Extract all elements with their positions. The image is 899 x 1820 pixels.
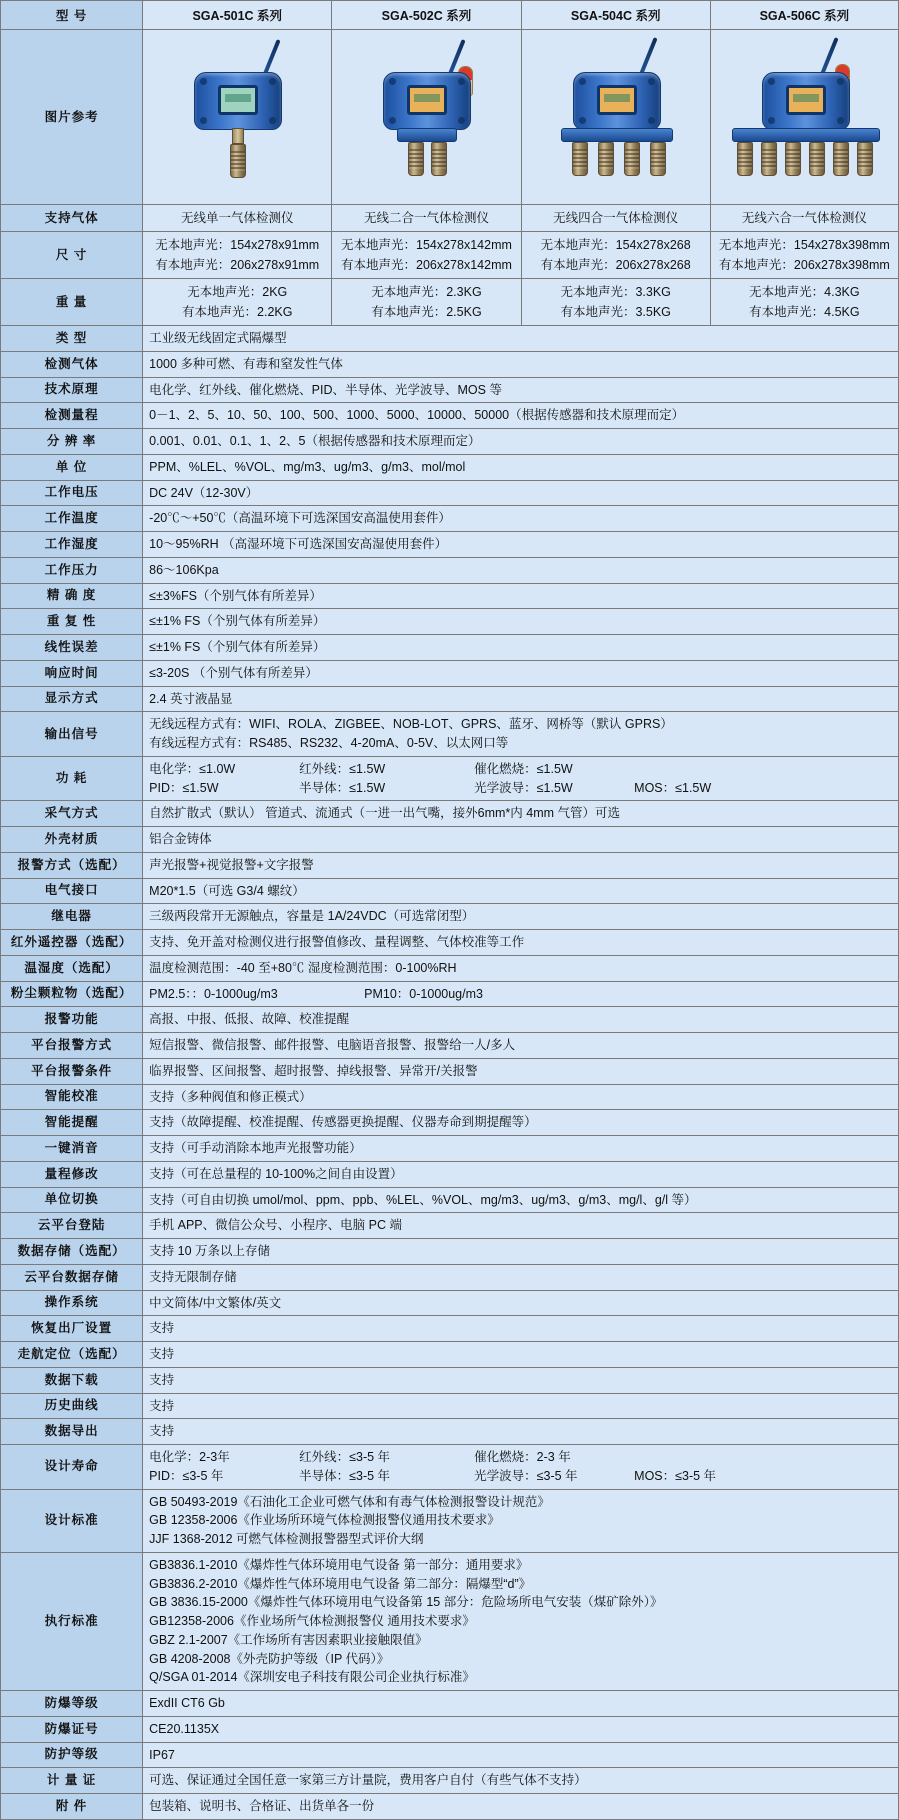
- spec-label: 温湿度（选配）: [1, 955, 143, 981]
- table-row-spec: [1, 1110, 899, 1136]
- spec-label: 线性误差: [1, 635, 143, 661]
- power-value: [143, 756, 899, 801]
- exec-standard-value: GB3836.1-2010《爆炸性气体环境用电气设备 第一部分：通用要求》 GB3836.2-2010《爆炸性气体环境用电气设备 第二部分：隔爆型“d”》 GB 3836.15-2000《爆炸性气体环境用电气设备第 15 部分：危险场所电气安装（煤矿除外）》 GB12358-2006《作业场所气体检测报警仪 通用技术要求》 GBZ 2.1-2007《工作场所有害因素职业接触限值》 GB 4208-2008《外壳防护等级（IP 代码）》 Q/SGA 01-2014《深圳安电子科技有限公司企业执行标准》: [143, 1552, 899, 1690]
- table-row-weight: [1, 279, 899, 326]
- table-row-spec: [1, 827, 899, 853]
- table-row-spec: [1, 1419, 899, 1445]
- spec-label: 防爆等级: [1, 1691, 143, 1717]
- spec-label: 走航定位（选配）: [1, 1342, 143, 1368]
- lifespan-value: [143, 1445, 899, 1490]
- spec-label: 防护等级: [1, 1742, 143, 1768]
- spec-value: 包装箱、说明书、合格证、出货单各一份: [143, 1794, 899, 1820]
- spec-label: 报警功能: [1, 1007, 143, 1033]
- detector-body: [573, 72, 661, 130]
- spec-label: 数据存储（选配）: [1, 1239, 143, 1265]
- table-row-spec: [1, 1007, 899, 1033]
- model-506c: SGA-506C 系列: [710, 1, 898, 30]
- design-standard-label: 设计标准: [1, 1489, 143, 1552]
- spec-label: 操作系统: [1, 1290, 143, 1316]
- size-506c: 无本地声光：154x278x398mm 有本地声光：206x278x398mm: [710, 232, 898, 279]
- table-row-spec: [1, 878, 899, 904]
- spec-value: 电化学、红外线、催化燃烧、PID、半导体、光学波导、MOS 等: [143, 377, 899, 403]
- product-image-506c: [710, 30, 898, 205]
- spec-value: 2.4 英寸液晶显: [143, 686, 899, 712]
- spec-value: 支持（故障提醒、校准提醒、传感器更换提醒、仪器寿命到期提醒等）: [143, 1110, 899, 1136]
- spec-value: ≤±3%FS（个别气体有所差异）: [143, 583, 899, 609]
- table-row-spec: [1, 1033, 899, 1059]
- table-row-spec: [1, 609, 899, 635]
- dust-label: 粉尘颗粒物（选配）: [1, 981, 143, 1007]
- table-row-spec: [1, 1367, 899, 1393]
- table-row-spec: [1, 1342, 899, 1368]
- spec-value: 支持（可自由切换 umol/mol、ppm、ppb、%LEL、%VOL、mg/m3、ug/m3、g/m3、mg/l、g/l 等）: [143, 1187, 899, 1213]
- spec-label: 智能提醒: [1, 1110, 143, 1136]
- table-row-spec: [1, 1742, 899, 1768]
- sensor-probe: [230, 144, 246, 178]
- spec-value: 三级两段常开无源触点，容量是 1A/24VDC（可选常闭型）: [143, 904, 899, 930]
- table-row-output-signal: [1, 712, 899, 757]
- model-502c: SGA-502C 系列: [332, 1, 521, 30]
- gas-detector-illustration-6: [713, 32, 899, 202]
- model-504c: SGA-504C 系列: [521, 1, 710, 30]
- weight-504c: 无本地声光：3.3KG 有本地声光：3.5KG: [521, 279, 710, 326]
- detector-body: [383, 72, 471, 130]
- table-row-spec: [1, 1136, 899, 1162]
- spec-label: 电气接口: [1, 878, 143, 904]
- spec-value: 温度检测范围：-40 至+80℃ 湿度检测范围：0-100%RH: [143, 955, 899, 981]
- table-row-exec-standard: [1, 1552, 899, 1690]
- table-row-spec: [1, 955, 899, 981]
- table-row-spec: [1, 532, 899, 558]
- power-line-1: 电化学：≤1.0W 红外线：≤1.5W 催化燃烧：≤1.5W: [149, 761, 573, 776]
- dust-value: [143, 981, 899, 1007]
- sensor-probe: [650, 142, 666, 176]
- table-row-spec: [1, 930, 899, 956]
- spec-label: 红外遥控器（选配）: [1, 930, 143, 956]
- table-row-spec: [1, 1213, 899, 1239]
- weight-501c: 无本地声光：2KG 有本地声光：2.2KG: [143, 279, 332, 326]
- spec-label: 恢复出厂设置: [1, 1316, 143, 1342]
- spec-value: 支持: [143, 1419, 899, 1445]
- spec-value: 支持 10 万条以上存储: [143, 1239, 899, 1265]
- output-signal-wireless: 无线远程方式有：WIFI、ROLA、ZIGBEE、NOB-LOT、GPRS、蓝牙、网桥等（默认 GPRS）: [149, 717, 673, 732]
- power-label: 功 耗: [1, 756, 143, 801]
- spec-label: 精 确 度: [1, 583, 143, 609]
- spec-label: 数据下载: [1, 1367, 143, 1393]
- spec-value: 高报、中报、低报、故障、校准提醒: [143, 1007, 899, 1033]
- spec-value: 支持: [143, 1367, 899, 1393]
- table-row-spec: [1, 377, 899, 403]
- spec-value: 0－1、2、5、10、50、100、500、1000、5000、10000、50000（根据传感器和技术原理而定）: [143, 403, 899, 429]
- table-row-spec: [1, 1691, 899, 1717]
- table-row-design-standard: [1, 1489, 899, 1552]
- detector-body: [762, 72, 850, 130]
- detector-body: [194, 72, 282, 130]
- table-row-model: [1, 1, 899, 30]
- spec-label: 技术原理: [1, 377, 143, 403]
- spec-value: ExdII CT6 Gb: [143, 1691, 899, 1717]
- spec-label: 计 量 证: [1, 1768, 143, 1794]
- table-row-spec: [1, 403, 899, 429]
- sensor-probe: [785, 142, 801, 176]
- gas-detector-illustration-1: [145, 32, 331, 202]
- table-row-spec: [1, 1264, 899, 1290]
- table-row-spec: [1, 1290, 899, 1316]
- spec-value: M20*1.5（可选 G3/4 螺纹）: [143, 878, 899, 904]
- spec-label: 量程修改: [1, 1161, 143, 1187]
- product-image-501c: [143, 30, 332, 205]
- size-504c: 无本地声光：154x278x268 有本地声光：206x278x268: [521, 232, 710, 279]
- spec-label: 平台报警方式: [1, 1033, 143, 1059]
- spec-value: 手机 APP、微信公众号、小程序、电脑 PC 端: [143, 1213, 899, 1239]
- spec-value: 支持: [143, 1393, 899, 1419]
- spec-value: 支持（多种阀值和修正模式）: [143, 1084, 899, 1110]
- spec-value: -20℃～+50℃（高温环境下可选深国安高温使用套件）: [143, 506, 899, 532]
- support-gas-label: 支持气体: [1, 205, 143, 232]
- table-row-spec: [1, 1316, 899, 1342]
- spec-label: 检测气体: [1, 351, 143, 377]
- spec-label: 单 位: [1, 454, 143, 480]
- sensor-probe: [737, 142, 753, 176]
- spec-value: CE20.1135X: [143, 1716, 899, 1742]
- table-row-lifespan: [1, 1445, 899, 1490]
- spec-label: 平台报警条件: [1, 1058, 143, 1084]
- table-row-spec: [1, 1084, 899, 1110]
- support-gas-502c: 无线二合一气体检测仪: [332, 205, 521, 232]
- sensor-probe: [857, 142, 873, 176]
- dust-pm25: PM2.5：：0-1000ug/m3: [149, 986, 278, 1001]
- exec-standard-label: 执行标准: [1, 1552, 143, 1690]
- dust-pm10: PM10：0-1000ug/m3: [364, 986, 483, 1001]
- model-label: 型 号: [1, 1, 143, 30]
- spec-value: ≤±1% FS（个别气体有所差异）: [143, 635, 899, 661]
- sensor-probe: [761, 142, 777, 176]
- table-row-image: [1, 30, 899, 205]
- spec-value: 临界报警、区间报警、超时报警、掉线报警、异常开/关报警: [143, 1058, 899, 1084]
- size-501c: 无本地声光：154x278x91mm 有本地声光：206x278x91mm: [143, 232, 332, 279]
- spec-value: 短信报警、微信报警、邮件报警、电脑语音报警、报警给一人/多人: [143, 1033, 899, 1059]
- table-row-spec: [1, 686, 899, 712]
- sensor-probe: [598, 142, 614, 176]
- table-row-spec: [1, 480, 899, 506]
- table-row-spec: [1, 557, 899, 583]
- spec-label: 外壳材质: [1, 827, 143, 853]
- table-row-spec: [1, 852, 899, 878]
- spec-label: 采气方式: [1, 801, 143, 827]
- table-row-spec: [1, 801, 899, 827]
- lifespan-label: 设计寿命: [1, 1445, 143, 1490]
- spec-value: 1000 多种可燃、有毒和窒发性气体: [143, 351, 899, 377]
- table-row-spec: [1, 506, 899, 532]
- spec-value: 支持: [143, 1342, 899, 1368]
- sensor-probe: [833, 142, 849, 176]
- table-row-dust: [1, 981, 899, 1007]
- table-row-spec: [1, 1768, 899, 1794]
- sensor-probe: [572, 142, 588, 176]
- sensor-probe: [431, 142, 447, 176]
- spec-value: 86～106Kpa: [143, 557, 899, 583]
- spec-value: 支持、免开盖对检测仪进行报警值修改、量程调整、气体校准等工作: [143, 930, 899, 956]
- table-row-spec: [1, 1716, 899, 1742]
- spec-label: 显示方式: [1, 686, 143, 712]
- spec-label: 响应时间: [1, 660, 143, 686]
- spec-label: 工作压力: [1, 557, 143, 583]
- spec-label: 智能校准: [1, 1084, 143, 1110]
- display-screen: [407, 85, 447, 115]
- spec-label: 重 复 性: [1, 609, 143, 635]
- product-image-502c: [332, 30, 521, 205]
- support-gas-504c: 无线四合一气体检测仪: [521, 205, 710, 232]
- spec-value: DC 24V（12-30V）: [143, 480, 899, 506]
- lifespan-line-2: PID：≤3-5 年 半导体：≤3-5 年 光学波导：≤3-5 年 MOS：≤3-5 年: [149, 1468, 717, 1483]
- display-screen: [597, 85, 637, 115]
- support-gas-506c: 无线六合一气体检测仪: [710, 205, 898, 232]
- manifold: [732, 128, 880, 142]
- spec-value: IP67: [143, 1742, 899, 1768]
- spec-label: 工作电压: [1, 480, 143, 506]
- spec-label: 继电器: [1, 904, 143, 930]
- spec-value: 可选、保证通过全国任意一家第三方计量院，费用客户自付（有些气体不支持）: [143, 1768, 899, 1794]
- sensor-probe: [408, 142, 424, 176]
- spec-value: 10～95%RH （高湿环境下可选深国安高湿使用套件）: [143, 532, 899, 558]
- spec-value: 支持（可在总量程的 10-100%之间自由设置）: [143, 1161, 899, 1187]
- manifold: [397, 128, 457, 142]
- spec-label: 防爆证号: [1, 1716, 143, 1742]
- table-row-spec: [1, 1187, 899, 1213]
- table-row-spec: [1, 429, 899, 455]
- table-row-support-gas: [1, 205, 899, 232]
- spec-value: 支持: [143, 1316, 899, 1342]
- spec-value: ≤3-20S （个别气体有所差异）: [143, 660, 899, 686]
- spec-value: 声光报警+视觉报警+文字报警: [143, 852, 899, 878]
- spec-label: 工作湿度: [1, 532, 143, 558]
- table-row-spec: [1, 904, 899, 930]
- sensor-probe: [624, 142, 640, 176]
- spec-value: 支持（可手动消除本地声光报警功能）: [143, 1136, 899, 1162]
- spec-value: 铝合金铸体: [143, 827, 899, 853]
- gas-detector-illustration-2: [334, 32, 520, 202]
- spec-value: 支持无限制存储: [143, 1264, 899, 1290]
- table-row-spec: [1, 660, 899, 686]
- weight-502c: 无本地声光：2.3KG 有本地声光：2.5KG: [332, 279, 521, 326]
- spec-value: 工业级无线固定式隔爆型: [143, 326, 899, 352]
- manifold: [561, 128, 673, 142]
- spec-label: 类 型: [1, 326, 143, 352]
- weight-506c: 无本地声光：4.3KG 有本地声光：4.5KG: [710, 279, 898, 326]
- support-gas-501c: 无线单一气体检测仪: [143, 205, 332, 232]
- output-signal-wired: 有线远程方式有：RS485、RS232、4-20mA、0-5V、以太网口等: [149, 736, 509, 750]
- model-501c: SGA-501C 系列: [143, 1, 332, 30]
- spec-label: 数据导出: [1, 1419, 143, 1445]
- spec-label: 检测量程: [1, 403, 143, 429]
- spec-value: ≤±1% FS（个别气体有所差异）: [143, 609, 899, 635]
- spec-label: 云平台数据存储: [1, 1264, 143, 1290]
- spec-value: 自然扩散式（默认） 管道式、流通式（一进一出气嘴，接外6mm*内 4mm 气管）可选: [143, 801, 899, 827]
- table-row-spec: [1, 351, 899, 377]
- table-row-spec: [1, 454, 899, 480]
- design-standard-value: GB 50493-2019《石油化工企业可燃气体和有毒气体检测报警设计规范》 GB 12358-2006《作业场所环境气体检测报警仪通用技术要求》 JJF 1368-2012 可燃气体检测报警器型式评价大纲: [143, 1489, 899, 1552]
- table-row-spec: [1, 1161, 899, 1187]
- spec-label: 历史曲线: [1, 1393, 143, 1419]
- sensor-stem: [232, 128, 244, 144]
- table-row-spec: [1, 635, 899, 661]
- table-row-spec: [1, 1794, 899, 1820]
- table-row-spec: [1, 326, 899, 352]
- size-label: 尺 寸: [1, 232, 143, 279]
- weight-label: 重 量: [1, 279, 143, 326]
- spec-label: 一键消音: [1, 1136, 143, 1162]
- table-row-spec: [1, 1058, 899, 1084]
- lifespan-line-1: 电化学：2-3年 红外线：≤3-5 年 催化燃烧：2-3 年: [149, 1450, 571, 1464]
- image-ref-label: 图片参考: [1, 30, 143, 205]
- table-row-power: [1, 756, 899, 801]
- table-row-spec: [1, 1239, 899, 1265]
- spec-label: 分 辨 率: [1, 429, 143, 455]
- product-image-504c: [521, 30, 710, 205]
- spec-label: 云平台登陆: [1, 1213, 143, 1239]
- gas-detector-illustration-4: [524, 32, 710, 202]
- sensor-probe: [809, 142, 825, 176]
- spec-value: PPM、%LEL、%VOL、mg/m3、ug/m3、g/m3、mol/mol: [143, 454, 899, 480]
- output-signal-value: [143, 712, 899, 757]
- spec-label: 报警方式（选配）: [1, 852, 143, 878]
- power-line-2: PID：≤1.5W 半导体：≤1.5W 光学波导：≤1.5W MOS：≤1.5W: [149, 780, 712, 795]
- spec-label: 附 件: [1, 1794, 143, 1820]
- spec-label: 单位切换: [1, 1187, 143, 1213]
- output-signal-label: 输出信号: [1, 712, 143, 757]
- spec-value: 0.001、0.01、0.1、1、2、5（根据传感器和技术原理而定）: [143, 429, 899, 455]
- table-row-size: [1, 232, 899, 279]
- display-screen: [786, 85, 826, 115]
- table-row-spec: [1, 583, 899, 609]
- spec-label: 工作温度: [1, 506, 143, 532]
- size-502c: 无本地声光：154x278x142mm 有本地声光：206x278x142mm: [332, 232, 521, 279]
- table-row-spec: [1, 1393, 899, 1419]
- display-screen: [218, 85, 258, 115]
- spec-value: 中文简体/中文繁体/英文: [143, 1290, 899, 1316]
